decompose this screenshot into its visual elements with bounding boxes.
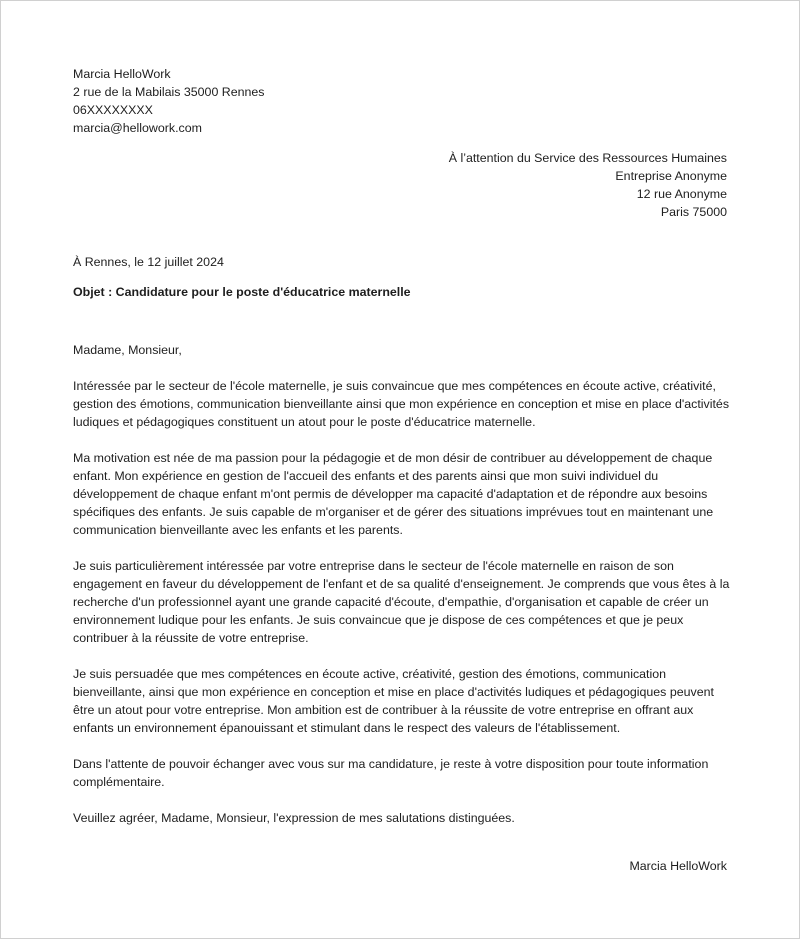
- sender-address: 2 rue de la Mabilais 35000 Rennes: [73, 85, 265, 99]
- recipient-street: 12 rue Anonyme: [636, 187, 727, 201]
- sender-phone: 06XXXXXXXX: [73, 103, 153, 117]
- recipient-block: [449, 149, 727, 221]
- recipient-attention: À l’attention du Service des Ressources Humaines: [448, 151, 727, 165]
- paragraph-5: Dans l'attente de pouvoir échanger avec vous sur ma candidature, je reste à votre disposition pour toute information complémentaire.: [73, 757, 709, 789]
- paragraph-4: Je suis persuadée que mes compétences en écoute active, créativité, gestion des émotions, communication bienveillante, ainsi que mon expérience en conception et mise en place d'activités ludiques et pédagogiques peuvent être un atout pour votre entreprise. Mon ambition est de contribuer à la réussite de votre entreprise en offrant aux enfants un environnement épanouissant et stimulant dans le respect des valeurs de l'établissement.: [73, 667, 714, 735]
- letter-subject: Objet : Candidature pour le poste d'éducatrice maternelle: [73, 285, 411, 299]
- sender-name: Marcia HelloWork: [73, 67, 171, 81]
- letter-body: [73, 341, 733, 845]
- paragraph-2: Ma motivation est née de ma passion pour la pédagogie et de mon désir de contribuer au développement de chaque enfant. Mon expérience en gestion de l'accueil des enfants et des parents ainsi que mon suivi individuel du développement de chaque enfant m'ont permis de développer ma capacité d'adaptation et de répondre aux besoins spécifiques des enfants. Je suis capable de m'organiser et de gérer des situations imprévues tout en maintenant une communication bienveillante avec les enfants et les parents.: [73, 451, 714, 537]
- paragraph-1: Intéressée par le secteur de l'école maternelle, je suis convaincue que mes compétences en écoute active, créativité, gestion des émotions, communication bienveillante ainsi que mon expérience en conception et mise en place d'activités ludiques et pédagogiques constituent un atout pour le poste d'éducatrice maternelle.: [73, 379, 730, 429]
- closing-formula: Veuillez agréer, Madame, Monsieur, l'expression de mes salutations distinguées.: [73, 811, 515, 825]
- salutation: Madame, Monsieur,: [73, 343, 182, 357]
- sender-block: [73, 65, 265, 137]
- letter-date: À Rennes, le 12 juillet 2024: [73, 255, 224, 269]
- paragraph-3: Je suis particulièrement intéressée par votre entreprise dans le secteur de l'école maternelle en raison de son engagement en faveur du développement de l'enfant et de sa qualité d'enseignement. Je comprends que vous êtes à la recherche d'un professionnel ayant une grande capacité d'écoute, d'empathie, d'organisation et capable de créer un environnement ludique pour les enfants. Je suis convaincue que je dispose de ces compétences et que je peux contribuer à la réussite de votre entreprise.: [73, 559, 730, 645]
- recipient-city: Paris 75000: [660, 205, 727, 219]
- sender-email: marcia@hellowork.com: [73, 121, 202, 135]
- signature: Marcia HelloWork: [629, 859, 727, 873]
- recipient-company: Entreprise Anonyme: [615, 169, 727, 183]
